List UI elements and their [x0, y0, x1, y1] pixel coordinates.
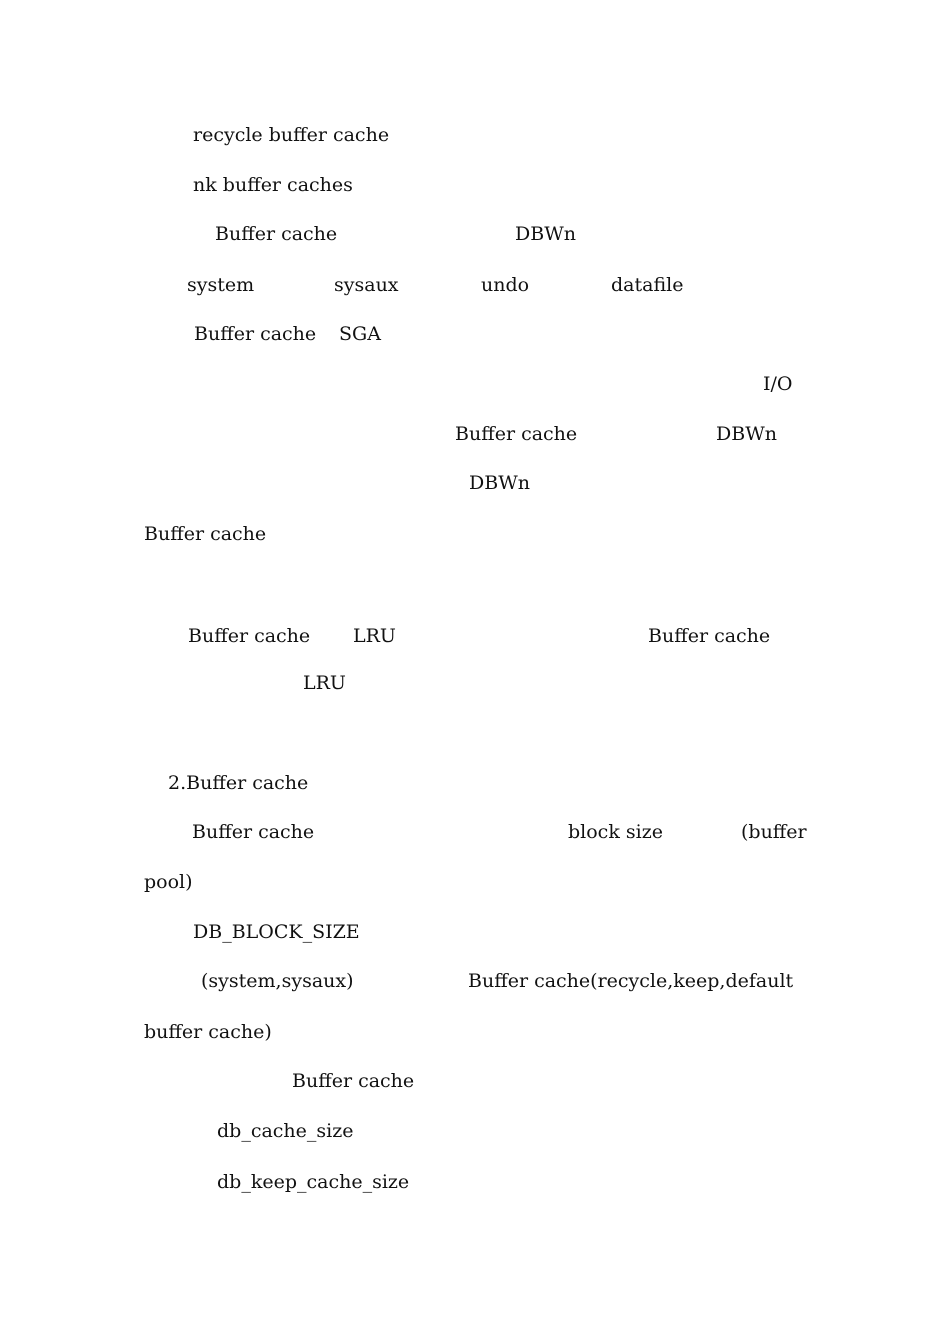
text-fragment: sysaux: [334, 274, 399, 296]
text-fragment: DBWn: [716, 423, 777, 445]
text-fragment: undo: [481, 274, 530, 296]
text-line: db_keep_cache_size: [217, 1171, 410, 1193]
text-fragment: Buffer cache: [215, 223, 338, 245]
text-fragment: SGA: [339, 323, 381, 345]
text-line: recycle buffer cache: [193, 124, 390, 146]
text-line: db_cache_size: [217, 1120, 354, 1142]
text-fragment: Buffer cache: [194, 323, 317, 345]
text-fragment: datafile: [611, 274, 684, 296]
text-line: pool): [144, 871, 193, 893]
text-fragment: Buffer cache: [455, 423, 578, 445]
text-line: buffer cache): [144, 1021, 272, 1043]
text-line: Buffer cache: [144, 523, 267, 545]
text-fragment: Buffer cache(recycle,keep,default: [468, 970, 794, 992]
text-line: nk buffer caches: [193, 174, 353, 196]
text-fragment: DBWn: [515, 223, 576, 245]
text-fragment: Buffer cache: [648, 625, 771, 647]
text-fragment: system: [187, 274, 255, 296]
text-fragment: Buffer cache: [188, 625, 311, 647]
text-fragment: DBWn: [469, 472, 530, 494]
text-fragment: LRU: [303, 672, 346, 694]
section-heading: 2.Buffer cache: [168, 772, 309, 794]
text-fragment: I/O: [763, 373, 793, 395]
text-fragment: Buffer cache: [192, 821, 315, 843]
text-fragment: (system,sysaux): [201, 970, 354, 992]
text-fragment: LRU: [353, 625, 396, 647]
text-line: DB_BLOCK_SIZE: [193, 921, 360, 943]
text-fragment: Buffer cache: [292, 1070, 415, 1092]
text-fragment: (buffer: [741, 821, 807, 843]
text-fragment: block size: [568, 821, 663, 843]
